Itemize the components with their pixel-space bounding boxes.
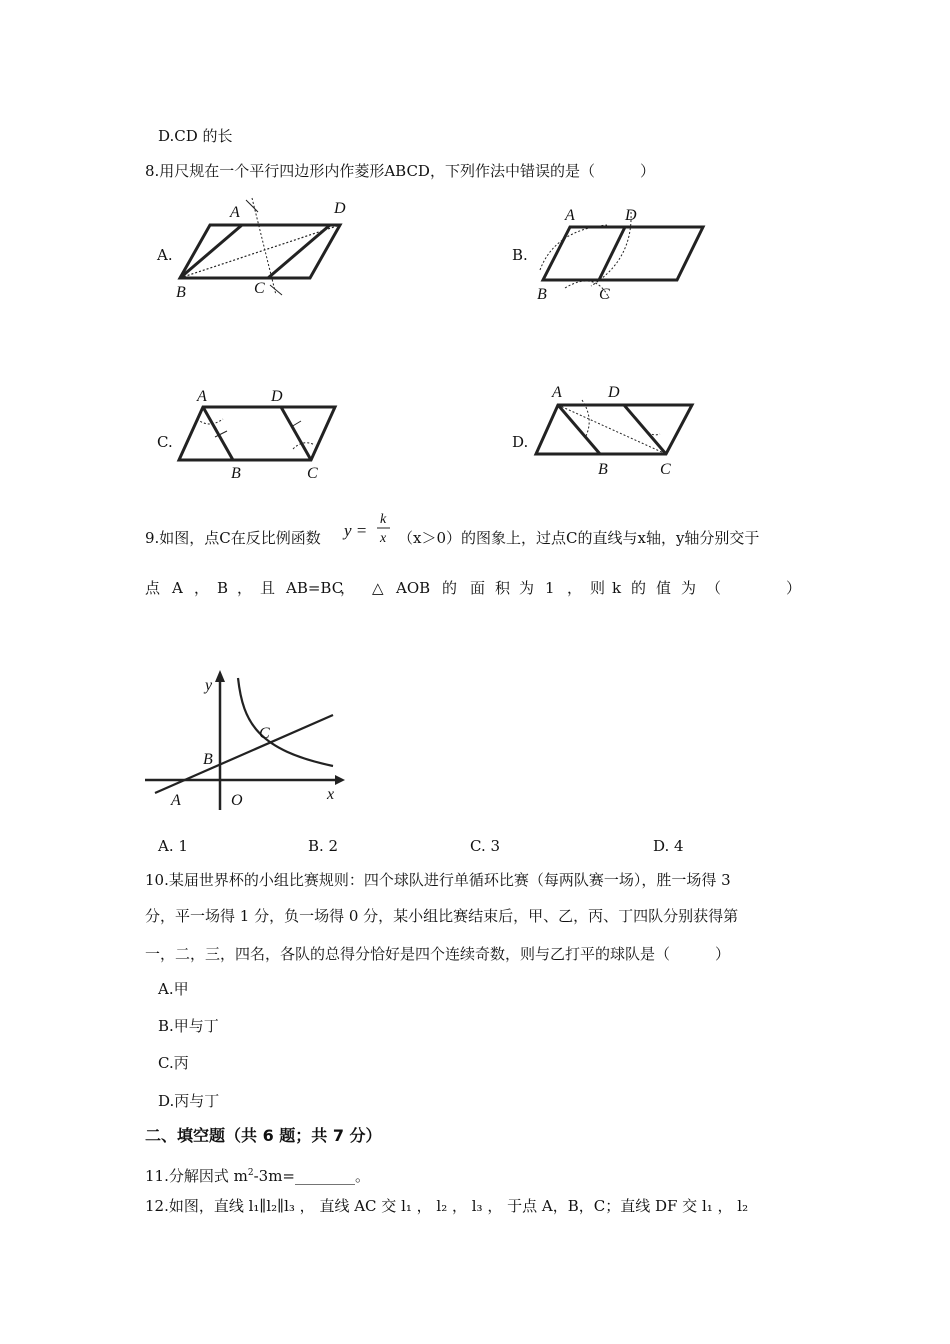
q8c-label-d: D: [271, 388, 283, 405]
q9-w22: ）: [786, 579, 802, 597]
q8b-label-c: C: [599, 286, 610, 303]
q9-w15: ，: [567, 579, 583, 597]
q9-w0: 点: [145, 579, 161, 597]
q8d-label-b: B: [598, 461, 608, 478]
q8a-label-b: B: [176, 284, 186, 301]
q8-stem: 8.用尺规在一个平行四边形内作菱形ABCD，下列作法中错误的是（ ）: [145, 162, 655, 180]
q8b-label-a: A: [565, 207, 575, 224]
q9-w21: （: [706, 579, 722, 597]
q9-graph-label-y: y: [205, 677, 213, 694]
q9-w18: 的: [631, 579, 647, 597]
q9-w9: AOB: [396, 579, 431, 597]
q9-w2: ，: [194, 579, 210, 597]
q7-option-d: D.CD 的长: [158, 127, 233, 145]
q9-w10: 的: [442, 579, 458, 597]
q8a-label-c: C: [254, 280, 265, 297]
q10-option-a: A.甲: [158, 980, 189, 998]
q9-option-b: B. 2: [308, 837, 339, 855]
q9-function-formula: [344, 508, 394, 548]
q8-option-a-label: A.: [157, 246, 173, 264]
q11-post: -3m=________。: [253, 1167, 370, 1185]
q10-line2: 分，平一场得 1 分，负一场得 0 分，某小组比赛结束后，甲、乙，丙、丁四队分别获得第: [145, 907, 739, 925]
q8-option-d-label: D.: [512, 433, 529, 451]
q9-formula-k: k: [380, 512, 387, 527]
section-title: 二、填空题（共 6 题；共 7 分）: [145, 1126, 382, 1145]
q8d-label-a: A: [552, 384, 562, 401]
q8a-label-d: D: [334, 200, 346, 217]
q9-w20: 为: [681, 579, 697, 597]
q10-line3: 一，二，三，四名，各队的总得分恰好是四个连续奇数，则与乙打平的球队是（ ）: [145, 945, 731, 963]
q9-w13: 为: [519, 579, 535, 597]
q9-w12: 积: [495, 579, 511, 597]
q9-option-d: D. 4: [653, 837, 684, 855]
q8b-label-d: D: [625, 207, 637, 224]
q8-figure-d: [532, 380, 702, 480]
q9-w7: ，: [340, 579, 356, 597]
q8-figure-c: [175, 385, 345, 485]
q9-graph: [143, 668, 348, 813]
q9-w6: AB=BC: [286, 579, 344, 597]
q9-w14: 1: [545, 579, 555, 597]
q8-option-c-label: C.: [157, 433, 173, 451]
q9-formula-x: x: [380, 531, 387, 546]
q9-w1: A: [172, 579, 183, 597]
q10-option-b: B.甲与丁: [158, 1017, 219, 1035]
q8c-label-a: A: [197, 388, 207, 405]
q9-w5: 且: [260, 579, 276, 597]
q8b-label-b: B: [537, 286, 547, 303]
q9-w3: B: [217, 579, 229, 597]
q12-text: 12.如图，直线 l₁∥l₂∥l₃ ， 直线 AC 交 l₁ ， l₂ ， l₃ ， 于点 A，B，C；直线 DF 交 l₁ ， l₂: [145, 1197, 749, 1215]
q9-w16: 则: [590, 579, 606, 597]
q10-line1: 10.某届世界杯的小组比赛规则：四个球队进行单循环比赛（每两队赛一场），胜一场得 3: [145, 871, 731, 889]
q9-option-a: A. 1: [158, 837, 188, 855]
q10-option-d: D.丙与丁: [158, 1092, 220, 1110]
q8a-label-a: A: [230, 204, 240, 221]
q8-figure-a: [170, 190, 360, 305]
q9-graph-label-c: C: [259, 725, 270, 742]
q8c-label-c: C: [307, 465, 318, 482]
q9-w4: ，: [237, 579, 253, 597]
q9-graph-label-o: O: [231, 792, 243, 809]
q9-w19: 值: [656, 579, 672, 597]
q9-formula-y: y =: [344, 521, 368, 540]
q9-w11: 面: [470, 579, 486, 597]
q8-figure-b: [535, 200, 715, 305]
q8-option-b-label: B.: [512, 246, 528, 264]
q9-w8: △: [372, 579, 384, 597]
q9-graph-label-x: x: [327, 786, 335, 803]
q8d-label-c: C: [660, 461, 671, 478]
q8c-label-b: B: [231, 465, 241, 482]
q10-option-c: C.丙: [158, 1054, 189, 1072]
q9-stem-post: （x＞0）的图象上，过点C的直线与x轴，y轴分别交于: [398, 529, 760, 547]
q9-graph-label-b: B: [203, 751, 213, 768]
q9-option-c: C. 3: [470, 837, 501, 855]
q8d-label-d: D: [608, 384, 620, 401]
q11-sup: 2: [247, 1168, 254, 1178]
q9-graph-label-a: A: [171, 792, 181, 809]
q9-stem-pre: 9.如图，点C在反比例函数: [145, 529, 321, 547]
q11-text: [145, 1163, 370, 1186]
q11-pre: 11.分解因式 m: [145, 1167, 248, 1185]
q9-w17: k: [612, 579, 622, 597]
